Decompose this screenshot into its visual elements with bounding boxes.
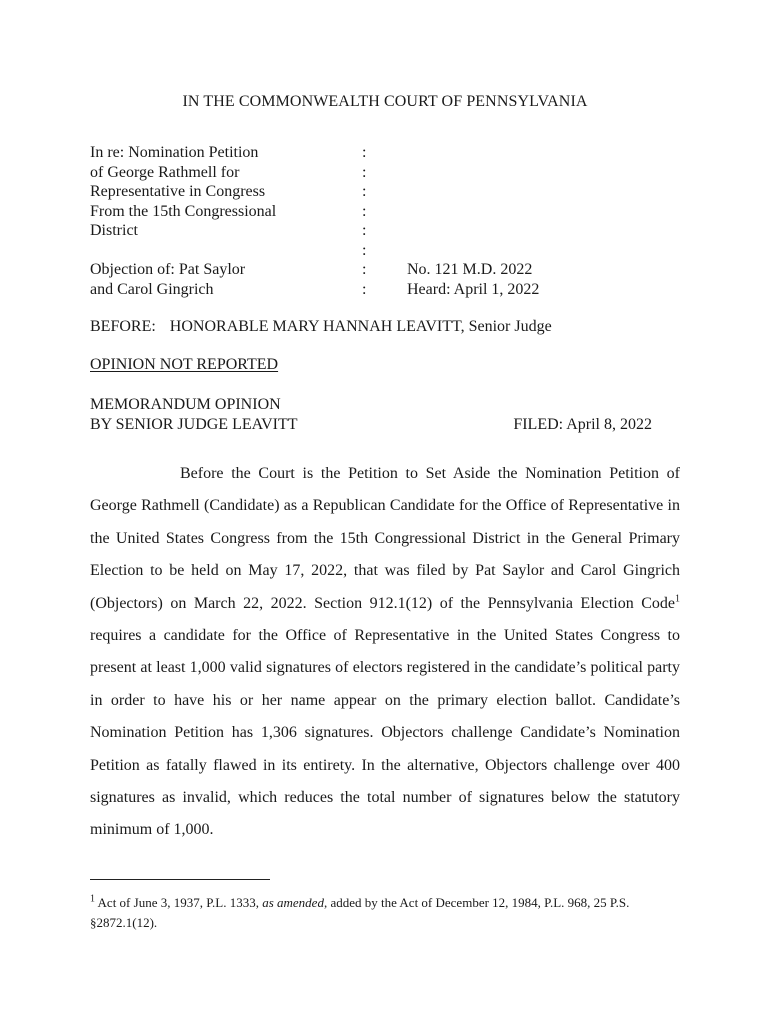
caption-colon-column (362, 143, 374, 299)
memorandum-author: BY SENIOR JUDGE LEAVITT (90, 415, 298, 433)
footnote-number: 1 (90, 893, 95, 905)
caption-colon: : (362, 280, 367, 298)
footnote-text-start: Act of June 3, 1937, P.L. 1333, (95, 895, 263, 910)
caption-colon: : (362, 144, 367, 161)
caption-colon: : (362, 241, 367, 259)
before-line (90, 318, 552, 336)
caption-line: Representative in Congress (90, 183, 266, 200)
caption-parties (90, 143, 350, 299)
caption-line: In re: Nomination Petition (90, 144, 259, 161)
caption-line: Objection of: Pat Saylor (90, 261, 246, 278)
caption-line: of George Rathmell for (90, 163, 240, 181)
heard-date: Heard: April 1, 2022 (407, 280, 540, 298)
caption-line: District (90, 222, 138, 239)
body-paragraph (90, 458, 680, 847)
body-text-part2: requires a candidate for the Office of Representative in the United States Congress to present at least 1,000 valid signatures of electors registered in the candidate’s political party in order to have his or her name appear on the primary election ballot. Candidate’s Nomination Petition has 1,306 signatures. Objectors challenge Candidate’s Nomination Petition as fatally flawed in its entirety. In the alternative, Objectors challenge over 400 signatures as invalid, which reduces the total number of signatures below the statutory minimum of 1,000. (90, 627, 680, 839)
caption-colon: : (362, 163, 367, 181)
footnote-italic: as amended (262, 895, 324, 910)
before-label: BEFORE: (90, 318, 156, 335)
filed-date: FILED: April 8, 2022 (513, 415, 652, 433)
judge-name: HONORABLE MARY HANNAH LEAVITT, Senior Judge (169, 318, 552, 335)
caption-colon: : (362, 202, 367, 220)
footnote (90, 893, 680, 933)
footnote-reference[interactable]: 1 (675, 593, 680, 605)
caption-line: and Carol Gingrich (90, 280, 214, 298)
docket-number: No. 121 M.D. 2022 (407, 261, 533, 278)
caption-line (90, 241, 350, 261)
opinion-body (90, 458, 680, 847)
caption-colon: : (362, 183, 367, 200)
caption-colon: : (362, 261, 367, 278)
caption-line: From the 15th Congressional (90, 202, 277, 220)
caption-docket (407, 260, 539, 299)
footnote-text-end: , added by the Act of December 12, 1984, P.L. 968, 25 P.S. §2872.1(12). (90, 895, 630, 930)
memorandum-heading (90, 395, 652, 434)
court-title: IN THE COMMONWEALTH COURT OF PENNSYLVANIA (182, 93, 588, 110)
footnote-divider (90, 879, 270, 880)
body-text-part1: Before the Court is the Petition to Set Aside the Nomination Petition of George Rathmell (Candidate) as a Republican Candidate for the Office of Representative in the United States Congress from the 15th Congressional District in the General Primary Election to be held on May 17, 2022, that was filed by Pat Saylor and Carol Gingrich (Objectors) on March 22, 2022. Section 912.1(12) of the Pennsylvania Election Code (90, 465, 680, 612)
caption-colon: : (362, 222, 367, 239)
memorandum-title: MEMORANDUM OPINION (90, 396, 281, 413)
opinion-not-reported: OPINION NOT REPORTED (90, 356, 279, 373)
